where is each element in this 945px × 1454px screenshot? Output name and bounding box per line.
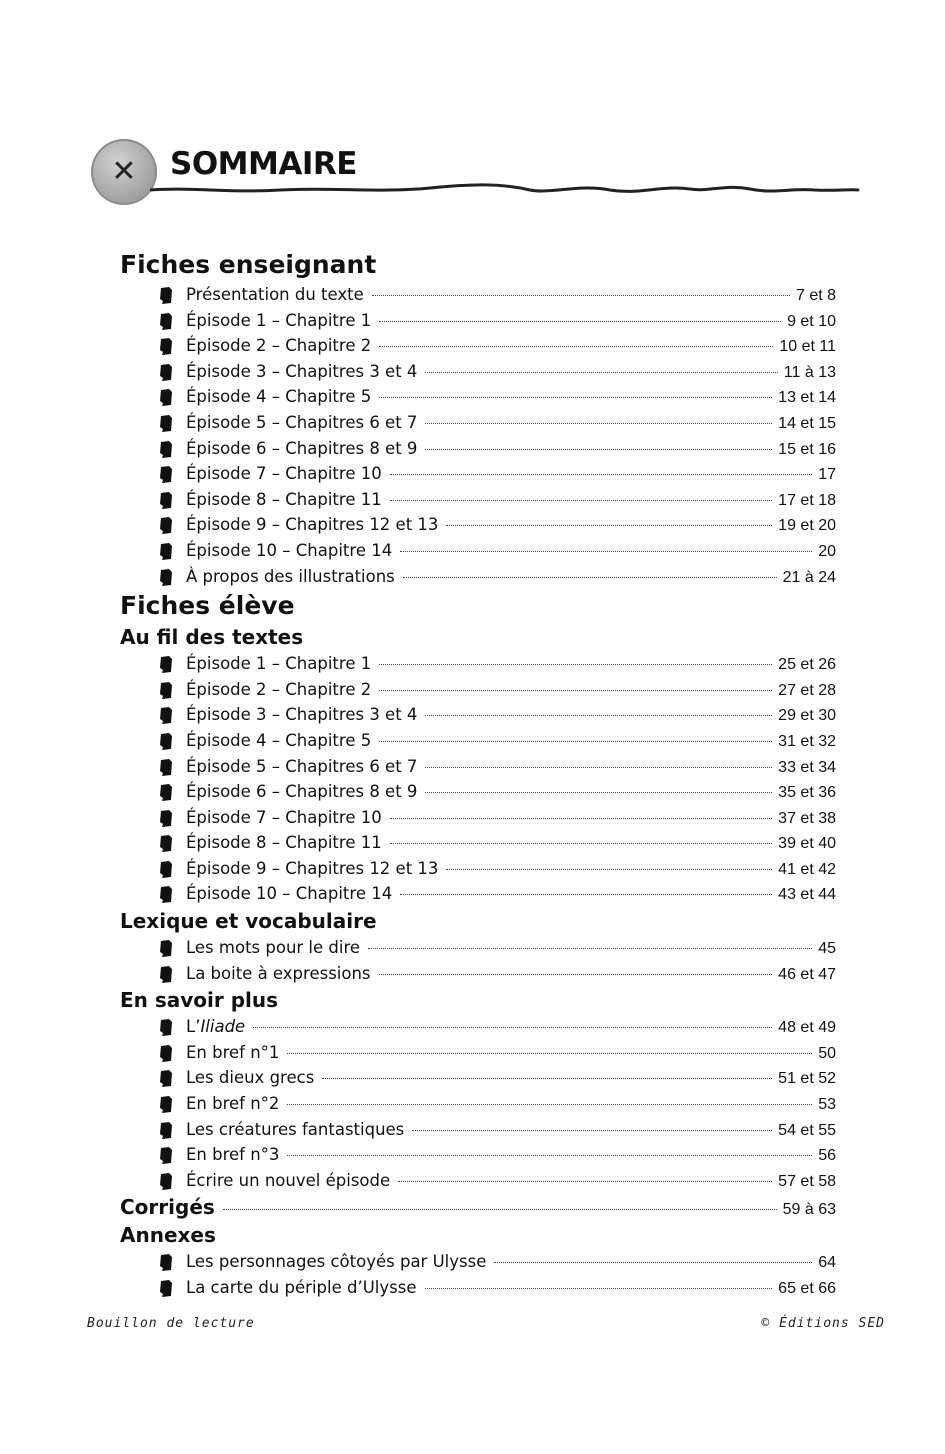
dot-leader <box>425 792 772 793</box>
page-header <box>0 0 945 230</box>
tab-bullet-icon <box>160 783 173 800</box>
toc-entry-label: Épisode 3 – Chapitres 3 et 4 <box>186 361 418 381</box>
toc-entry-label: Épisode 7 – Chapitre 10 <box>186 464 382 484</box>
toc-page-number: 17 <box>818 466 836 484</box>
toc-page-number: 29 et 30 <box>778 707 836 725</box>
toc-entry-label-prefix: L’ <box>186 1017 201 1037</box>
table-of-contents <box>120 248 836 1301</box>
toc-entry-label: Épisode 3 – Chapitres 3 et 4 <box>186 705 418 725</box>
tab-bullet-icon <box>160 681 173 698</box>
tab-bullet-icon <box>160 655 173 672</box>
toc-entry-label: À propos des illustrations <box>186 566 395 586</box>
tab-bullet-icon <box>160 286 173 303</box>
tab-bullet-icon <box>160 1279 173 1296</box>
toc-page-number: 43 et 44 <box>778 886 836 904</box>
tab-bullet-icon <box>160 568 173 585</box>
toc-page-number: 51 et 52 <box>778 1070 836 1088</box>
toc-entry <box>120 564 836 590</box>
toc-entry-label: La carte du périple d’Ulysse <box>186 1278 417 1297</box>
toc-entry <box>120 308 836 334</box>
toc-page-number: 41 et 42 <box>778 860 836 878</box>
toc-page-number: 65 et 66 <box>778 1280 836 1297</box>
dot-leader <box>322 1078 772 1079</box>
tab-bullet-icon <box>160 1069 173 1086</box>
toc-entry <box>120 1168 836 1194</box>
dot-leader <box>400 894 772 895</box>
toc-page-number: 14 et 15 <box>778 414 836 432</box>
toc-entry <box>120 935 836 961</box>
toc-entry-label: Épisode 5 – Chapitres 6 et 7 <box>186 756 418 776</box>
tab-bullet-icon <box>160 388 173 405</box>
dot-leader <box>400 551 812 552</box>
toc-page-number: 10 et 11 <box>779 338 836 356</box>
toc-section-heading: Au fil des textes <box>120 625 304 650</box>
toc-entry-label: Les personnages côtoyés par Ulysse <box>186 1252 487 1272</box>
dot-leader <box>287 1053 812 1054</box>
toc-entry-label: Épisode 6 – Chapitres 8 et 9 <box>186 782 418 802</box>
tab-bullet-icon <box>160 860 173 877</box>
dot-leader <box>446 525 772 526</box>
dot-leader <box>425 372 777 373</box>
tab-bullet-icon <box>160 885 173 902</box>
dot-leader <box>379 397 772 398</box>
toc-entry <box>120 754 836 780</box>
tab-bullet-icon <box>160 758 173 775</box>
toc-entry <box>120 1091 836 1117</box>
page-title: SOMMAIRE <box>170 146 357 182</box>
dot-leader <box>425 715 772 716</box>
toc-entry <box>120 282 836 308</box>
toc-page-number: 59 à 63 <box>782 1201 836 1219</box>
toc-entry-label: Épisode 9 – Chapitres 12 et 13 <box>186 515 439 535</box>
close-x-icon: ✕ <box>111 154 137 189</box>
toc-entry-label: Épisode 8 – Chapitre 11 <box>186 833 382 853</box>
dot-leader <box>379 664 772 665</box>
dot-leader <box>390 474 812 475</box>
toc-entry <box>120 881 836 907</box>
title-badge <box>91 139 157 205</box>
toc-page-number: 53 <box>818 1096 836 1114</box>
dot-leader <box>379 690 772 691</box>
toc-entry-label: Écrire un nouvel épisode <box>186 1170 391 1190</box>
toc-page-number: 11 à 13 <box>783 363 836 381</box>
toc-entry-label: Épisode 4 – Chapitre 5 <box>186 387 372 407</box>
toc-section-heading: Corrigés <box>120 1195 215 1220</box>
dot-leader <box>379 741 772 742</box>
toc-page-number: 64 <box>818 1254 836 1272</box>
toc-entry-label: Épisode 1 – Chapitre 1 <box>186 310 372 330</box>
footer-publisher: © Éditions SED <box>761 1316 885 1331</box>
toc-section-heading: Fiches enseignant <box>120 250 377 279</box>
toc-entry-label: En bref n°2 <box>186 1094 280 1114</box>
toc-entry-label: Les dieux grecs <box>186 1068 315 1088</box>
tab-bullet-icon <box>160 516 173 533</box>
dot-leader <box>223 1209 777 1210</box>
toc-entry <box>120 728 836 754</box>
toc-entry <box>120 677 836 703</box>
toc-entry <box>120 512 836 538</box>
tab-bullet-icon <box>160 834 173 851</box>
toc-entry <box>120 359 836 385</box>
dot-leader <box>446 869 772 870</box>
toc-page-number: 20 <box>818 542 836 560</box>
toc-entry <box>120 961 836 987</box>
toc-section-row <box>120 1193 836 1221</box>
toc-entry-label: Présentation du texte <box>186 285 364 304</box>
tab-bullet-icon <box>160 1121 173 1138</box>
toc-page-number: 37 et 38 <box>778 809 836 827</box>
dot-leader <box>425 449 772 450</box>
footer-series: Bouillon de lecture <box>87 1316 255 1331</box>
toc-entry <box>120 410 836 436</box>
tab-bullet-icon <box>160 465 173 482</box>
tab-bullet-icon <box>160 939 173 956</box>
toc-page-number: 19 et 20 <box>778 517 836 535</box>
toc-entry-label: Épisode 2 – Chapitre 2 <box>186 336 372 356</box>
toc-entry-label: Épisode 6 – Chapitres 8 et 9 <box>186 438 418 458</box>
toc-entry-label: Épisode 8 – Chapitre 11 <box>186 489 382 509</box>
toc-section-heading: Annexes <box>120 1223 216 1248</box>
dot-leader <box>287 1155 812 1156</box>
toc-entry-label: Les mots pour le dire <box>186 938 361 958</box>
toc-entry <box>120 1065 836 1091</box>
toc-entry-label: Épisode 7 – Chapitre 10 <box>186 807 382 827</box>
tab-bullet-icon <box>160 363 173 380</box>
toc-entry <box>120 651 836 677</box>
toc-page-number: 33 et 34 <box>778 758 836 776</box>
toc-entry-label: Épisode 1 – Chapitre 1 <box>186 654 372 674</box>
toc-page-number: 13 et 14 <box>778 389 836 407</box>
tab-bullet-icon <box>160 440 173 457</box>
toc-entry <box>120 1142 836 1168</box>
toc-entry-label: Épisode 10 – Chapitre 14 <box>186 540 393 560</box>
tab-bullet-icon <box>160 312 173 329</box>
toc-entry <box>120 1117 836 1143</box>
tab-bullet-icon <box>160 965 173 982</box>
dot-leader <box>287 1104 812 1105</box>
toc-entry-label: Épisode 2 – Chapitre 2 <box>186 679 372 699</box>
tab-bullet-icon <box>160 1172 173 1189</box>
toc-entry <box>120 487 836 513</box>
toc-page-number: 35 et 36 <box>778 784 836 802</box>
dot-leader <box>372 295 790 296</box>
toc-page-number: 39 et 40 <box>778 835 836 853</box>
toc-section-heading: Fiches élève <box>120 591 295 621</box>
toc-entry <box>120 333 836 359</box>
toc-entry-label: Épisode 10 – Chapitre 14 <box>186 884 393 904</box>
toc-entry <box>120 1014 836 1040</box>
toc-entry <box>120 461 836 487</box>
toc-page-number: 21 à 24 <box>782 568 836 586</box>
toc-entry-label: La boite à expressions <box>186 963 371 983</box>
toc-entry <box>120 702 836 728</box>
wavy-rule <box>150 178 860 202</box>
tab-bullet-icon <box>160 1095 173 1112</box>
toc-page-number: 9 et 10 <box>787 312 836 330</box>
dot-leader <box>379 321 781 322</box>
toc-page-number: 27 et 28 <box>778 681 836 699</box>
toc-entry <box>120 538 836 564</box>
toc-entry <box>120 436 836 462</box>
tab-bullet-icon <box>160 1146 173 1163</box>
tab-bullet-icon <box>160 706 173 723</box>
dot-leader <box>379 974 773 975</box>
toc-page-number: 17 et 18 <box>778 491 836 509</box>
toc-entry-label: Les créatures fantastiques <box>186 1119 405 1139</box>
toc-entry-label: En bref n°3 <box>186 1145 280 1165</box>
toc-entry-label: Épisode 9 – Chapitres 12 et 13 <box>186 858 439 878</box>
dot-leader <box>412 1130 772 1131</box>
toc-page-number: 54 et 55 <box>778 1121 836 1139</box>
tab-bullet-icon <box>160 1018 173 1035</box>
toc-entry <box>120 830 836 856</box>
toc-page-number: 15 et 16 <box>778 440 836 458</box>
dot-leader <box>425 767 772 768</box>
toc-page-number: 48 et 49 <box>778 1019 836 1037</box>
toc-page-number: 56 <box>818 1147 836 1165</box>
toc-page-number: 57 et 58 <box>778 1172 836 1190</box>
dot-leader <box>379 346 773 347</box>
dot-leader <box>253 1027 772 1028</box>
dot-leader <box>368 948 812 949</box>
toc-entry-label: En bref n°1 <box>186 1042 280 1062</box>
tab-bullet-icon <box>160 542 173 559</box>
toc-page-number: 46 et 47 <box>778 965 836 983</box>
toc-entry-label: Épisode 4 – Chapitre 5 <box>186 730 372 750</box>
dot-leader <box>403 577 777 578</box>
toc-section-heading: Lexique et vocabulaire <box>120 909 377 934</box>
dot-leader <box>494 1262 812 1263</box>
toc-page-number: 31 et 32 <box>778 732 836 750</box>
toc-page-number: 45 <box>818 940 836 958</box>
toc-section-heading: En savoir plus <box>120 988 279 1013</box>
dot-leader <box>390 500 772 501</box>
toc-entry-label-italic: Iliade <box>200 1017 246 1037</box>
toc-page-number: 50 <box>818 1044 836 1062</box>
dot-leader <box>425 1288 773 1289</box>
tab-bullet-icon <box>160 1044 173 1061</box>
tab-bullet-icon <box>160 337 173 354</box>
toc-entry <box>120 805 836 831</box>
dot-leader <box>390 818 772 819</box>
toc-entry <box>120 1040 836 1066</box>
dot-leader <box>398 1181 772 1182</box>
tab-bullet-icon <box>160 414 173 431</box>
toc-entry <box>120 1249 836 1275</box>
tab-bullet-icon <box>160 732 173 749</box>
dot-leader <box>425 423 772 424</box>
tab-bullet-icon <box>160 491 173 508</box>
tab-bullet-icon <box>160 1253 173 1270</box>
toc-entry <box>120 779 836 805</box>
toc-page-number: 25 et 26 <box>778 656 836 674</box>
toc-entry-label: Épisode 5 – Chapitres 6 et 7 <box>186 412 418 432</box>
dot-leader <box>390 843 772 844</box>
toc-page-number: 7 et 8 <box>795 287 836 304</box>
toc-entry <box>120 1275 836 1301</box>
tab-bullet-icon <box>160 809 173 826</box>
toc-entry <box>120 384 836 410</box>
toc-entry <box>120 856 836 882</box>
